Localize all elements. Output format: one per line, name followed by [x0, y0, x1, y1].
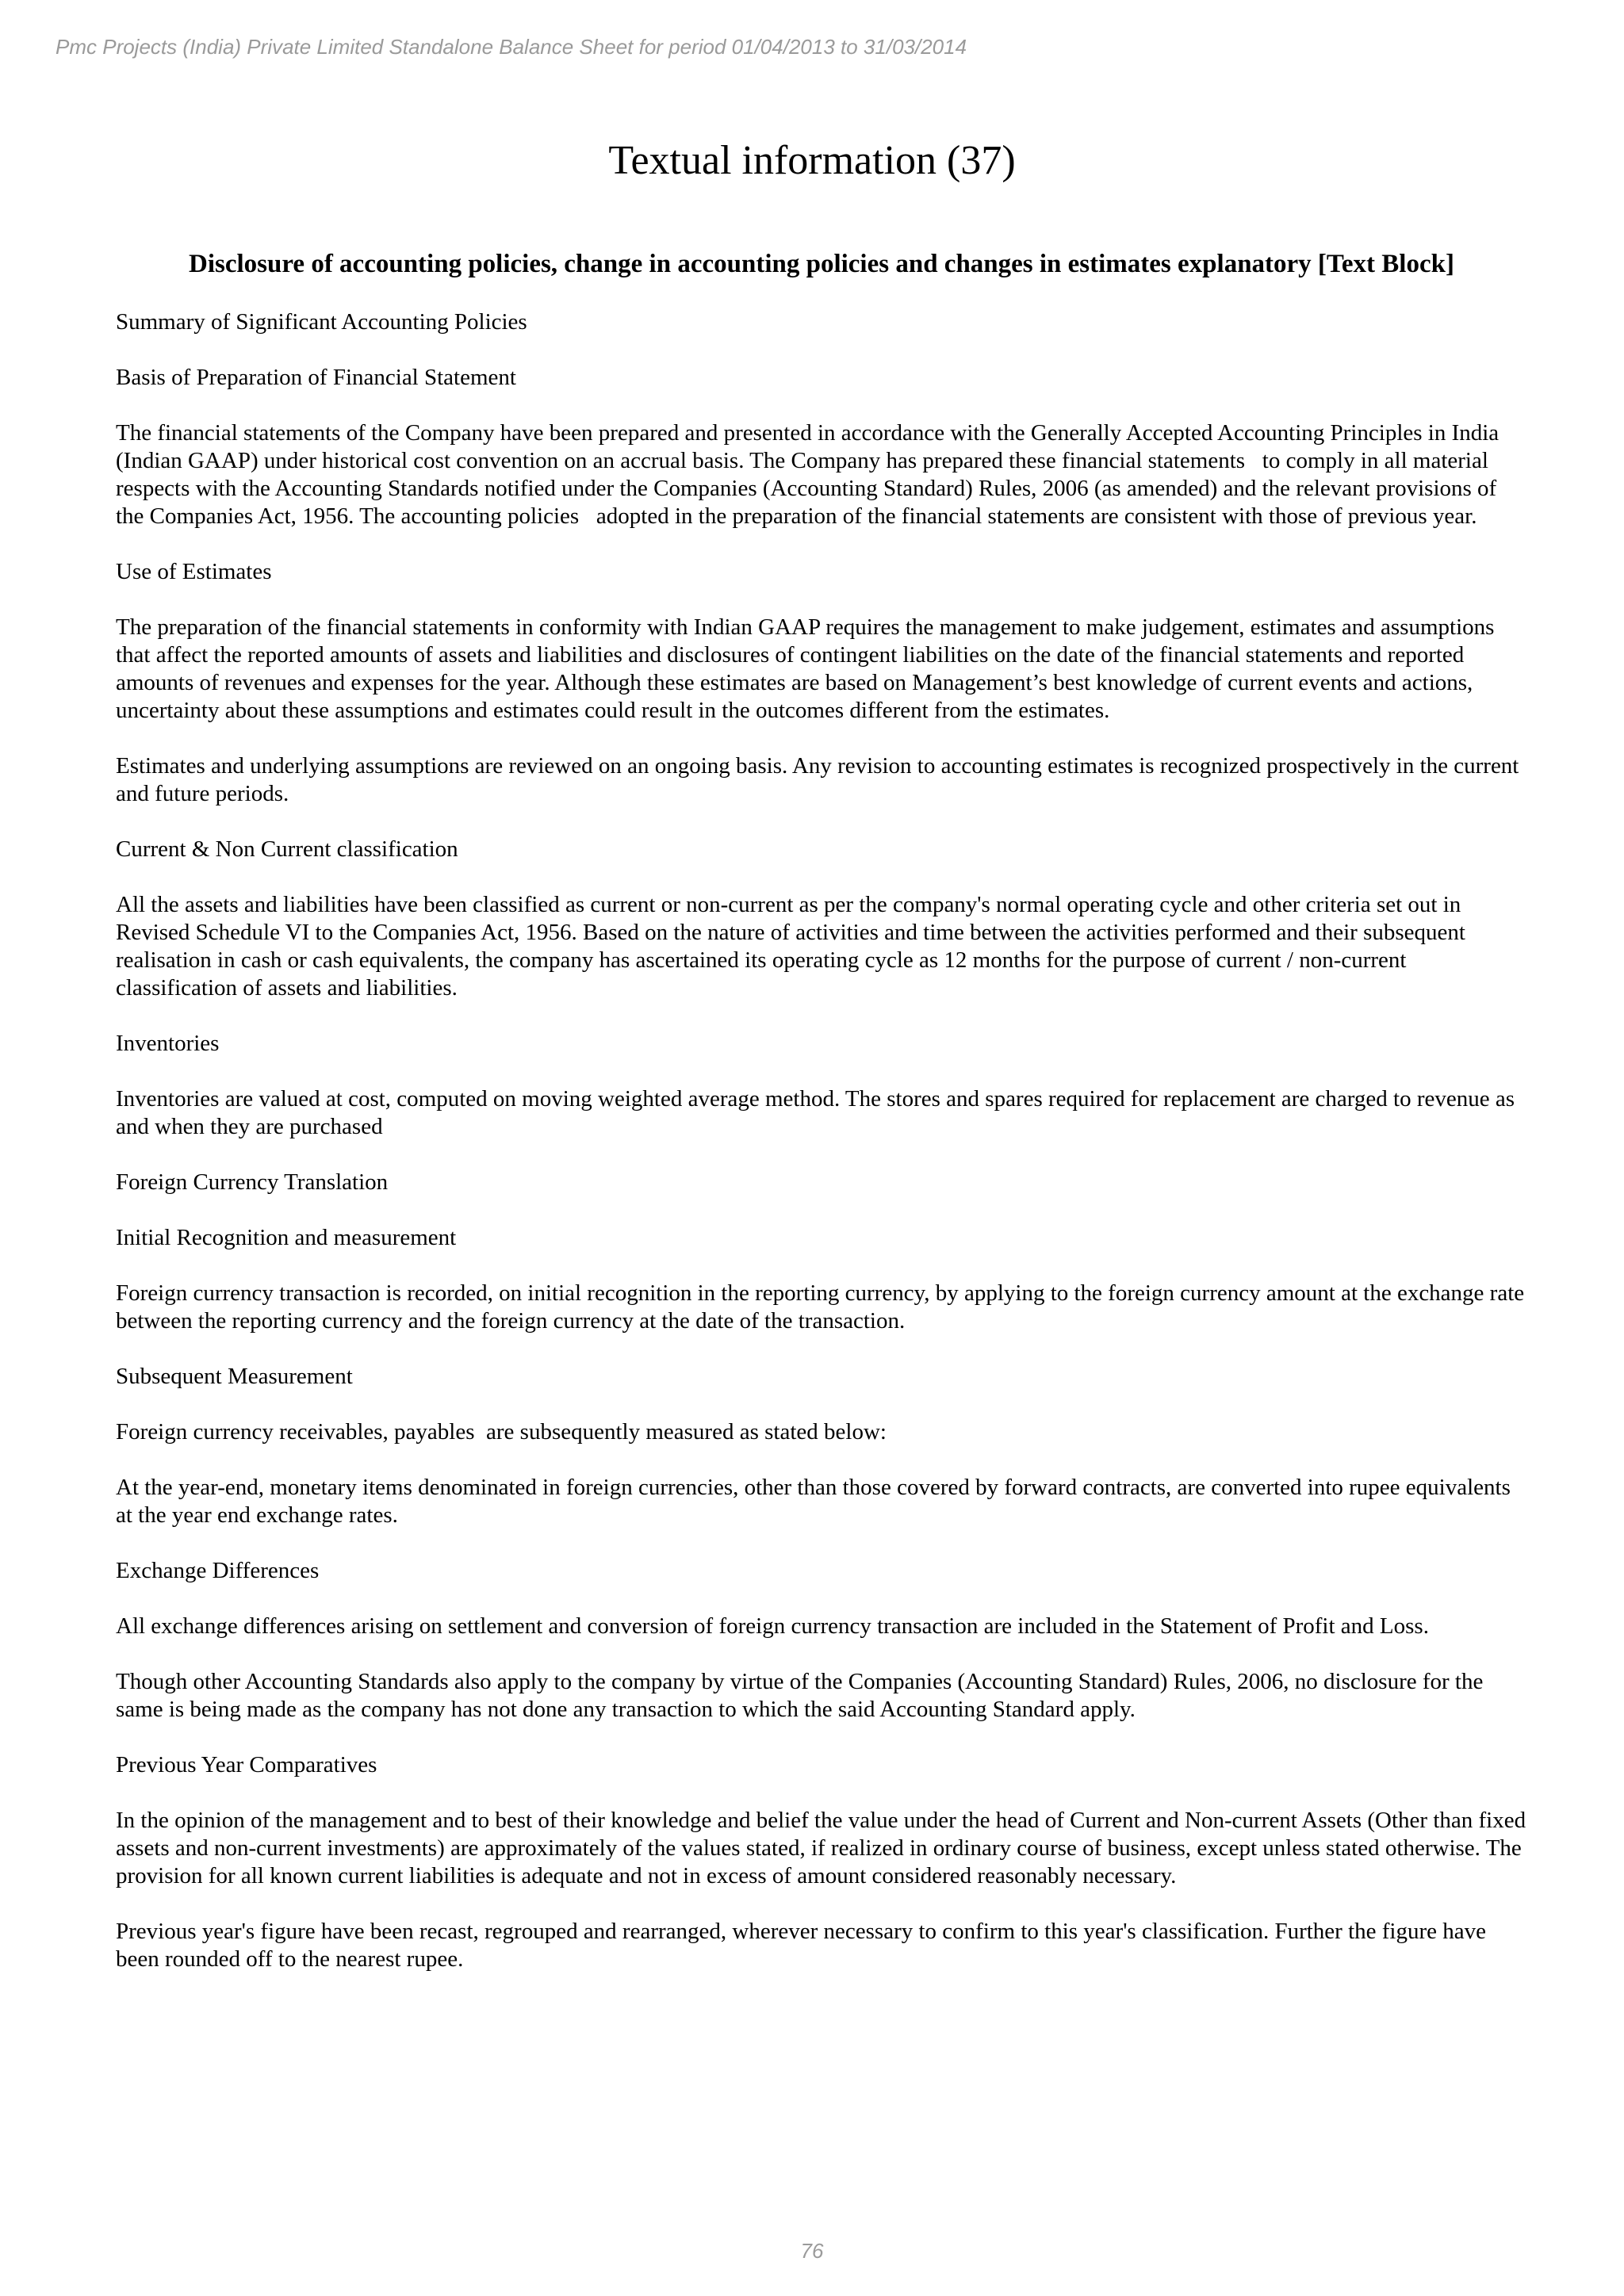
section-title: Disclosure of accounting policies, change in accounting policies and changes in estimates explanatory [Text Block] — [189, 250, 1454, 278]
subheading-basis-of-preparation: Basis of Preparation of Financial Statement — [116, 365, 516, 390]
subheading-subsequent-measurement: Subsequent Measurement — [116, 1364, 353, 1389]
paragraph-year-end-conversion: At the year-end, monetary items denominated in foreign currencies, other than those covered by forward contracts, are converted into rupee equivalents at the year end exchange rates. — [116, 1475, 1517, 1528]
paragraph-initial-recognition: Foreign currency transaction is recorded, on initial recognition in the reporting currency, by applying to the foreign currency amount at the exchange rate between the reporting currency and the foreign currency at the date of the transaction. — [116, 1280, 1530, 1334]
paragraph-basis-of-preparation: The financial statements of the Company have been prepared and presented in accordance with the Generally Accepted Accounting Principles in India (Indian GAAP) under historical cost convention on an accrual basis. The Company has prepared these financial statements to comply in all material respects with the Accounting Standards notified under the Companies (Accounting Standard) Rules, 2006 (as amended) and the relevant provisions of the Companies Act, 1956. The accounting policies adopted in the preparation of the financial statements are consistent with those of previous year. — [116, 420, 1505, 529]
paragraph-other-standards: Though other Accounting Standards also apply to the company by virtue of the Companies (Accounting Standard) Rules, 2006, no disclosure for the same is being made as the company has not done any transaction to which the said Accounting Standard apply. — [116, 1669, 1489, 1722]
text-block — [116, 308, 1532, 2001]
subheading-previous-year: Previous Year Comparatives — [116, 1752, 377, 1777]
paragraph-subsequent-measurement: Foreign currency receivables, payables are subsequently measured as stated below: — [116, 1419, 887, 1445]
subheading-exchange-differences: Exchange Differences — [116, 1558, 320, 1583]
subheading-inventories: Inventories — [116, 1031, 220, 1056]
page-number: 76 — [800, 2239, 824, 2263]
subheading-foreign-currency: Foreign Currency Translation — [116, 1169, 389, 1195]
page-title: Textual information (37) — [608, 138, 1016, 183]
running-header: Pmc Projects (India) Private Limited Standalone Balance Sheet for period 01/04/2013 to 31/03/2014 — [56, 35, 967, 59]
subheading-use-of-estimates: Use of Estimates — [116, 559, 272, 584]
paragraph-management-opinion: In the opinion of the management and to best of their knowledge and belief the value under the head of Current and Non-current Assets (Other than fixed assets and non-current investments) are approximately of the values stated, if realized in ordinary course of business, except unless stated otherwise. The provision for all known current liabilities is adequate and not in excess of amount considered reasonably necessary. — [116, 1808, 1532, 1888]
subheading-summary: Summary of Significant Accounting Policies — [116, 309, 527, 335]
subheading-initial-recognition: Initial Recognition and measurement — [116, 1225, 457, 1250]
paragraph-use-of-estimates: The preparation of the financial statements in conformity with Indian GAAP requires the management to make judgement, estimates and assumptions that affect the reported amounts of assets and liabilities and disclosures of contingent liabilities on the date of the financial statements and reported amounts of revenues and expenses for the year. Although these estimates are based on Management’s best knowledge of current events and actions, uncertainty about these assumptions and estimates could result in the outcomes different from the estimates. — [116, 614, 1500, 723]
paragraph-estimates-review: Estimates and underlying assumptions are reviewed on an ongoing basis. Any revision to accounting estimates is recognized prospectively in the current and future periods. — [116, 753, 1525, 806]
paragraph-exchange-differences: All exchange differences arising on settlement and conversion of foreign currency transaction are included in the Statement of Profit and Loss. — [116, 1613, 1429, 1639]
subheading-classification: Current & Non Current classification — [116, 836, 458, 862]
paragraph-previous-year-figures: Previous year's figure have been recast, regrouped and rearranged, wherever necessary to confirm to this year's classification. Further the figure have been rounded off to the nearest rupee. — [116, 1919, 1492, 1972]
paragraph-inventories: Inventories are valued at cost, computed on moving weighted average method. The stores and spares required for replacement are charged to revenue as and when they are purchased — [116, 1086, 1521, 1139]
paragraph-classification: All the assets and liabilities have been classified as current or non-current as per the company's normal operating cycle and other criteria set out in Revised Schedule VI to the Companies Act, 1956. Based on the nature of activities and time between the activities performed and their subsequent realisation in cash or cash equivalents, the company has ascertained its operating cycle as 12 months for the purpose of current / non-current classification of assets and liabilities. — [116, 892, 1472, 1001]
